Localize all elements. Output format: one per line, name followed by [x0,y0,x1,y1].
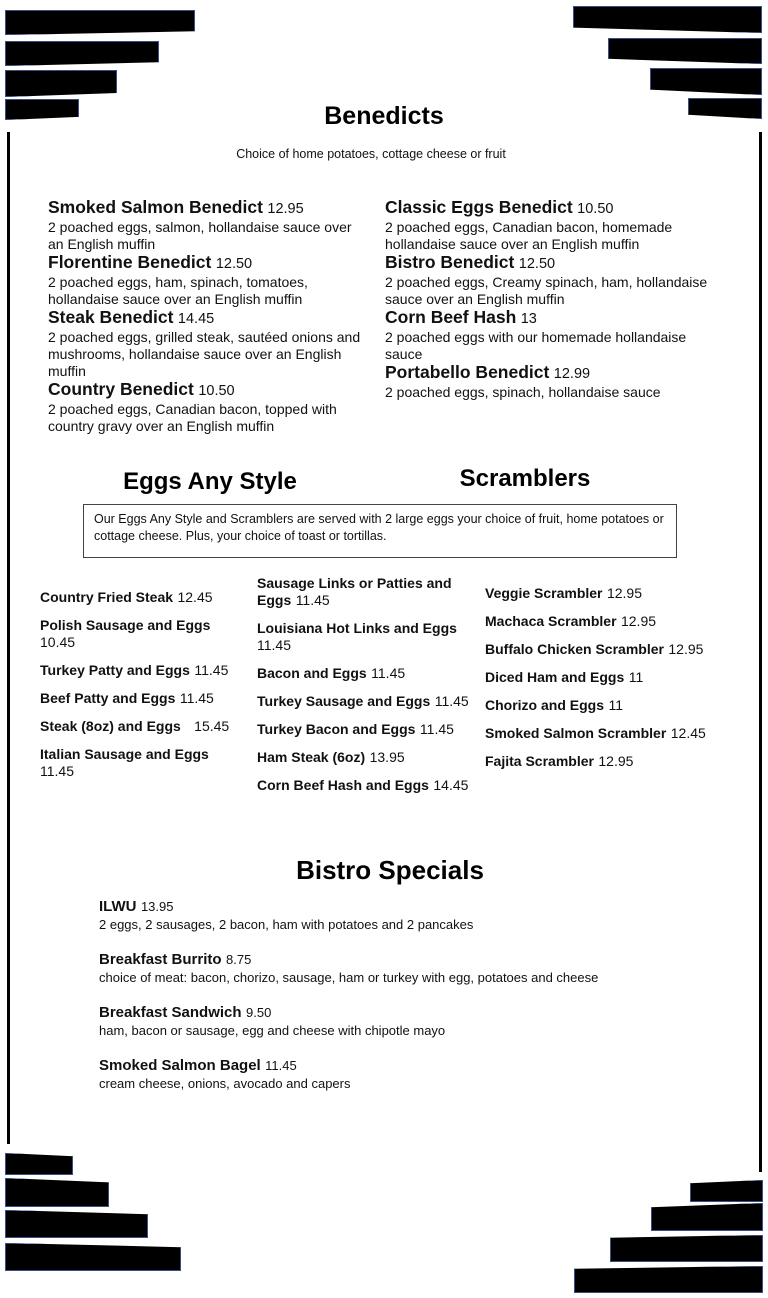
menu-item [257,777,472,794]
item-name: Machaca Scrambler [485,613,617,629]
decor-bar [5,99,79,120]
item-price: 11 [628,669,644,685]
menu-item [257,693,472,710]
menu-item [48,380,368,435]
item-name: Fajita Scrambler [485,753,594,769]
item-name: Diced Ham and Eggs [485,669,625,685]
item-price: 11.45 [194,662,229,678]
item-price: 11.45 [371,665,406,681]
decor-bar [5,41,159,66]
item-desc: cream cheese, onions, avocado and capers [99,1076,351,1091]
item-name: Turkey Sausage and Eggs [257,693,431,709]
eggs-any-style-column-2 [257,575,472,805]
menu-item [40,617,240,651]
item-price: 12.99 [553,366,591,382]
item-price: 11 [608,697,623,713]
section-title-benedicts: Benedicts [324,102,444,130]
left-border-line [7,132,10,1144]
item-name: Country Fried Steak [40,589,174,605]
item-name: Smoked Salmon Bagel [99,1057,261,1074]
decor-bar [5,1243,181,1271]
menu-item [385,198,715,253]
decor-bar [5,70,117,97]
item-desc: 2 poached eggs, ham, spinach, tomatoes, hollandaise sauce over an English muffin [48,274,308,307]
decor-bar [5,10,195,35]
menu-item [485,669,745,686]
item-price: 15.45 [194,718,230,734]
item-name: Country Benedict [48,379,194,399]
scramblers-column [485,585,745,781]
menu-item [99,898,659,934]
item-price: 9.50 [246,1005,272,1020]
item-desc: 2 poached eggs, Canadian bacon, homemade hollandaise sauce over an English muffin [385,219,673,252]
item-name: Smoked Salmon Scrambler [485,725,667,741]
item-name: Turkey Patty and Eggs [40,662,190,678]
right-border-line [759,132,762,1172]
menu-item [385,253,715,308]
menu-item [40,589,240,606]
section-title-bistro-specials: Bistro Specials [296,855,484,885]
item-price: 12.95 [267,201,304,217]
menu-item [257,575,472,609]
item-desc: ham, bacon or sausage, egg and cheese with chipotle mayo [99,1023,446,1038]
item-price: 13 [520,311,537,327]
item-price: 14.45 [177,311,215,327]
item-name: Louisiana Hot Links and Eggs [257,620,457,636]
item-price: 12.95 [606,585,643,601]
decor-bar [651,1203,763,1231]
decor-bar [608,38,762,64]
menu-item [99,951,659,987]
item-name: Beef Patty and Eggs [40,690,176,706]
decor-bar [573,6,762,33]
decor-bar [650,68,762,95]
served-with-note: Our Eggs Any Style and Scramblers are served with 2 large eggs your choice of fruit, home potatoes or cottage cheese. Plus, your choice of toast or tortillas. [83,504,677,558]
menu-item [485,725,745,742]
item-name: Corn Beef Hash and Eggs [257,777,429,793]
item-name: Italian Sausage and Eggs [40,746,209,762]
menu-item [99,1057,659,1093]
benedicts-subtitle: Choice of home potatoes, cottage cheese or fruit [236,147,506,161]
item-name: Classic Eggs Benedict [385,197,573,217]
item-price: 12.95 [598,753,634,769]
item-name: Smoked Salmon Benedict [48,197,263,217]
item-price: 11.45 [419,721,454,737]
item-name: Sausage Links or Patties and Eggs [257,575,452,608]
item-price: 12.95 [668,641,704,657]
item-name: ILWU [99,898,137,915]
menu-item [485,613,745,630]
menu-item [40,662,240,679]
item-desc: 2 poached eggs, spinach, hollandaise sauce [385,384,661,400]
bistro-specials-list [99,898,659,1110]
menu-item [257,749,472,766]
item-name: Veggie Scrambler [485,585,603,601]
item-name: Ham Steak (6oz) [257,749,366,765]
item-name: Breakfast Sandwich [99,1004,242,1021]
item-name: Breakfast Burrito [99,951,222,968]
decor-bar [688,98,762,119]
menu-item [40,690,240,707]
item-name: Turkey Bacon and Eggs [257,721,416,737]
item-price: 12.45 [670,725,706,741]
section-title-eggs-any-style: Eggs Any Style [123,468,297,495]
item-name: Bacon and Eggs [257,665,367,681]
menu-item [257,665,472,682]
menu-item [385,308,715,363]
item-price: 11.45 [40,763,74,779]
benedicts-left-column [48,198,368,435]
menu-item [485,641,745,658]
decor-bar [574,1266,763,1293]
benedicts-right-column [385,198,715,401]
item-desc: 2 poached eggs, Creamy spinach, ham, hollandaise sauce over an English muffin [385,274,708,307]
item-price: 11.45 [434,693,469,709]
item-price: 10.50 [198,383,235,399]
menu-item [48,253,368,308]
item-price: 10.45 [40,634,76,650]
menu-item [99,1004,659,1040]
item-price: 11.45 [257,637,291,653]
menu-item [40,746,240,780]
decor-bar [5,1210,148,1238]
decor-bar [610,1235,763,1262]
item-desc: 2 poached eggs, salmon, hollandaise sauce over an English muffin [48,219,352,252]
item-desc: 2 poached eggs with our homemade hollandaise sauce [385,329,687,362]
menu-item [385,363,715,401]
item-desc: choice of meat: bacon, chorizo, sausage, ham or turkey with egg, potatoes and cheese [99,970,599,985]
item-name: Chorizo and Eggs [485,697,604,713]
menu-item [48,308,368,380]
eggs-any-style-column-1 [40,589,240,791]
item-desc: 2 poached eggs, grilled steak, sautéed onions and mushrooms, hollandaise sauce over an English muffin [48,329,361,379]
menu-item [257,721,472,738]
item-price: 13.95 [140,899,174,914]
item-desc: 2 poached eggs, Canadian bacon, topped with country gravy over an English muffin [48,401,337,434]
item-price: 14.45 [433,777,469,793]
item-price: 11.45 [295,592,330,608]
item-price: 11.45 [179,690,214,706]
item-name: Steak Benedict [48,307,174,327]
menu-item [40,718,240,735]
item-name: Florentine Benedict [48,252,212,272]
section-title-scramblers: Scramblers [459,465,591,492]
item-price: 13.95 [369,749,405,765]
item-name: Portabello Benedict [385,362,550,382]
menu-item [257,620,472,654]
item-price: 12.45 [177,589,213,605]
menu-item [485,585,745,602]
item-name: Buffalo Chicken Scrambler [485,641,664,657]
item-name: Corn Beef Hash [385,307,517,327]
item-price: 11.45 [265,1058,297,1073]
item-price: 12.50 [518,256,556,272]
item-name: Bistro Benedict [385,252,515,272]
menu-item [48,198,368,253]
decor-bar [5,1153,73,1175]
decor-bar [5,1178,109,1207]
decor-bar [690,1180,763,1202]
item-name: Polish Sausage and Eggs [40,617,211,633]
menu-item [485,753,745,770]
item-price: 12.50 [215,256,253,272]
item-price: 12.95 [620,613,657,629]
item-desc: 2 eggs, 2 sausages, 2 bacon, ham with potatoes and 2 pancakes [99,917,474,932]
menu-item [485,697,745,714]
item-price: 10.50 [577,201,614,217]
item-name: Steak (8oz) and Eggs [40,718,181,734]
item-price: 8.75 [226,952,252,967]
